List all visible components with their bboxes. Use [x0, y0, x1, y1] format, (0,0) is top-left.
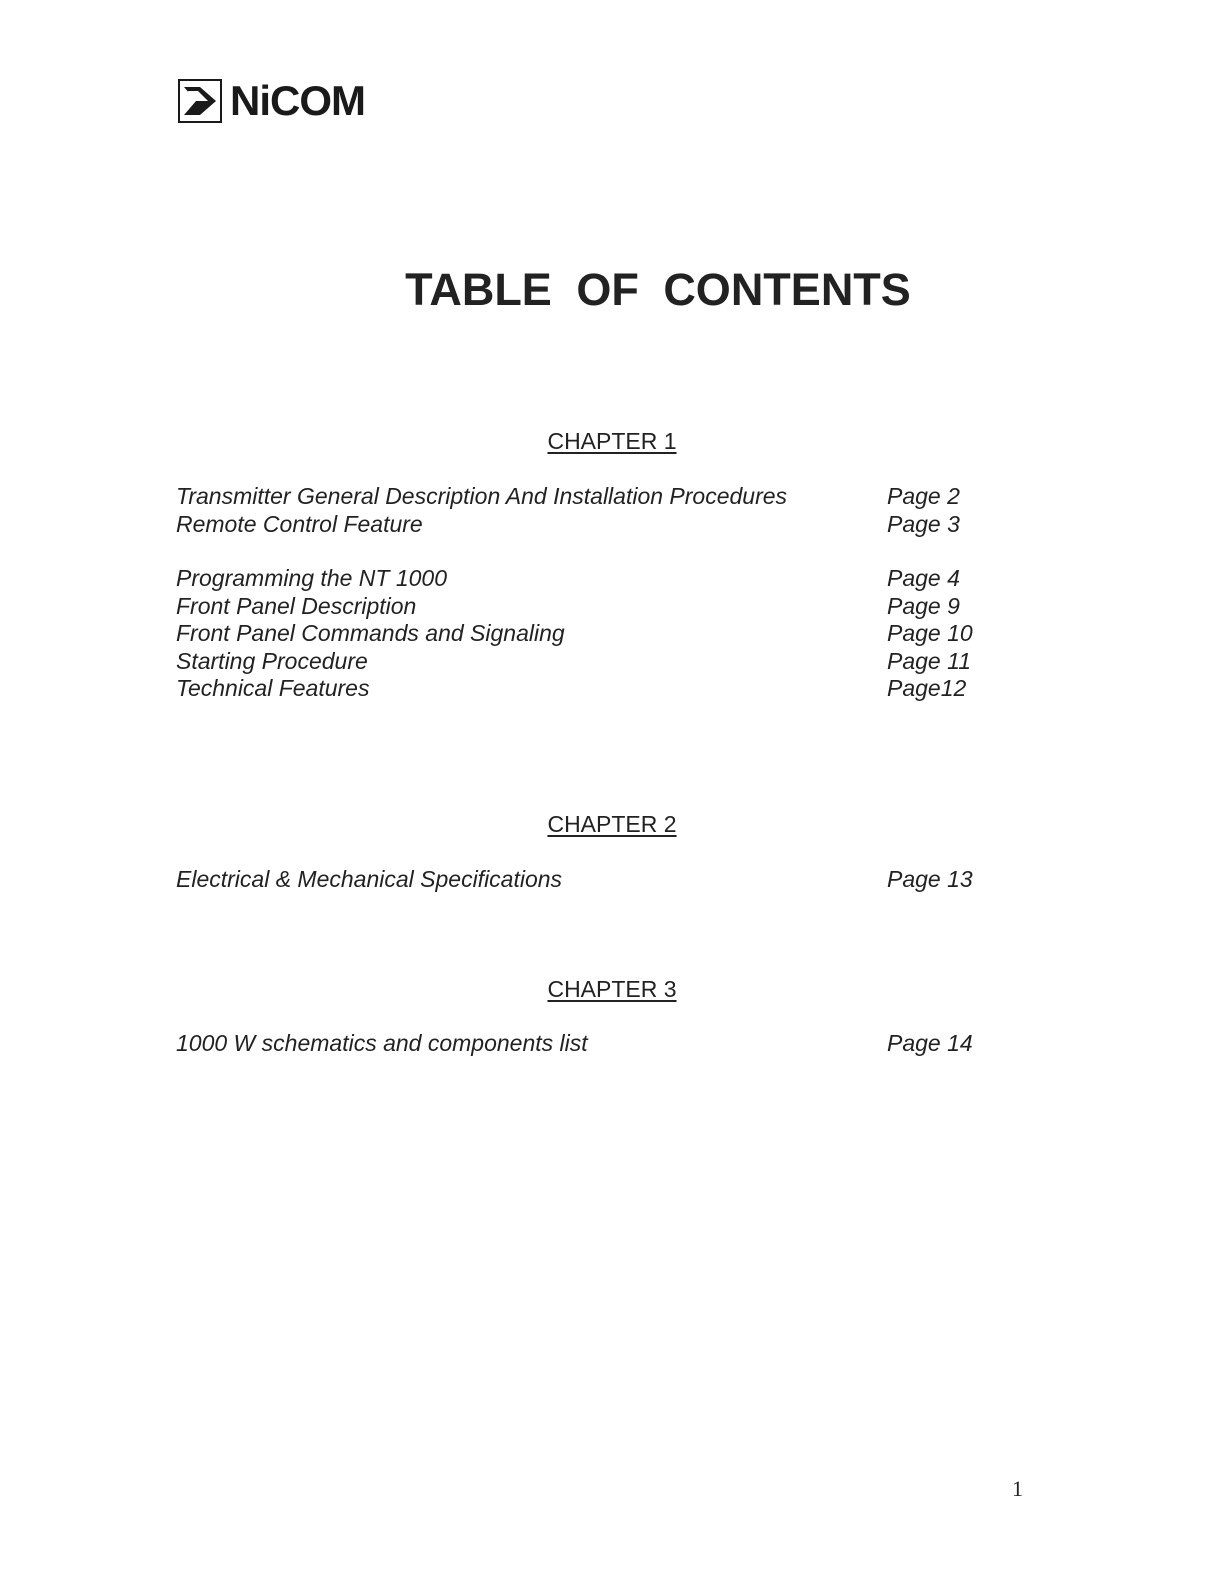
- toc-entry-label: Starting Procedure: [176, 648, 368, 674]
- toc-entry: [176, 675, 996, 703]
- toc-entry-page: Page 2: [887, 483, 960, 509]
- toc-entry-label: Electrical & Mechanical Specifications: [176, 866, 563, 892]
- chapter-heading: CHAPTER 1: [547, 428, 677, 454]
- toc-entry: [176, 648, 996, 676]
- toc-entry: [176, 866, 996, 894]
- toc-entry-page: Page 9: [887, 593, 960, 619]
- toc-entry-label: Transmitter General Description And Installation Procedures: [176, 483, 788, 509]
- toc-entry: [176, 593, 996, 621]
- toc-entry-page: Page 14: [887, 1030, 973, 1056]
- toc-entry-label: Remote Control Feature: [176, 511, 423, 537]
- toc-entry-page: Page 10: [887, 620, 973, 646]
- toc-entry-label: Front Panel Commands and Signaling: [176, 620, 565, 646]
- chapter-heading: CHAPTER 3: [547, 976, 677, 1002]
- toc-entry-page: Page 4: [887, 565, 960, 591]
- toc-entry: [176, 620, 996, 648]
- chapter-heading: CHAPTER 2: [547, 811, 677, 837]
- toc-entry: [176, 511, 996, 539]
- page-title: TABLE OF CONTENTS: [405, 264, 911, 315]
- toc-entry-page: Page 3: [887, 511, 960, 537]
- toc-entry-page: Page12: [887, 675, 967, 701]
- nicom-logo-icon: [178, 79, 222, 123]
- toc-entry-label: Technical Features: [176, 675, 370, 701]
- toc-entry-label: 1000 W schematics and components list: [176, 1030, 588, 1056]
- toc-entry-label: Programming the NT 1000: [176, 565, 448, 591]
- toc-entry: [176, 1030, 996, 1058]
- toc-entry-page: Page 13: [887, 866, 973, 892]
- toc-entry-page: Page 11: [887, 648, 971, 674]
- logo-text: NiCOM: [230, 77, 365, 124]
- toc-entry-label: Front Panel Description: [176, 593, 417, 619]
- toc-entry: [176, 565, 996, 593]
- page-number: 1: [1012, 1476, 1023, 1501]
- company-logo: [178, 78, 365, 124]
- toc-entry: [176, 483, 996, 511]
